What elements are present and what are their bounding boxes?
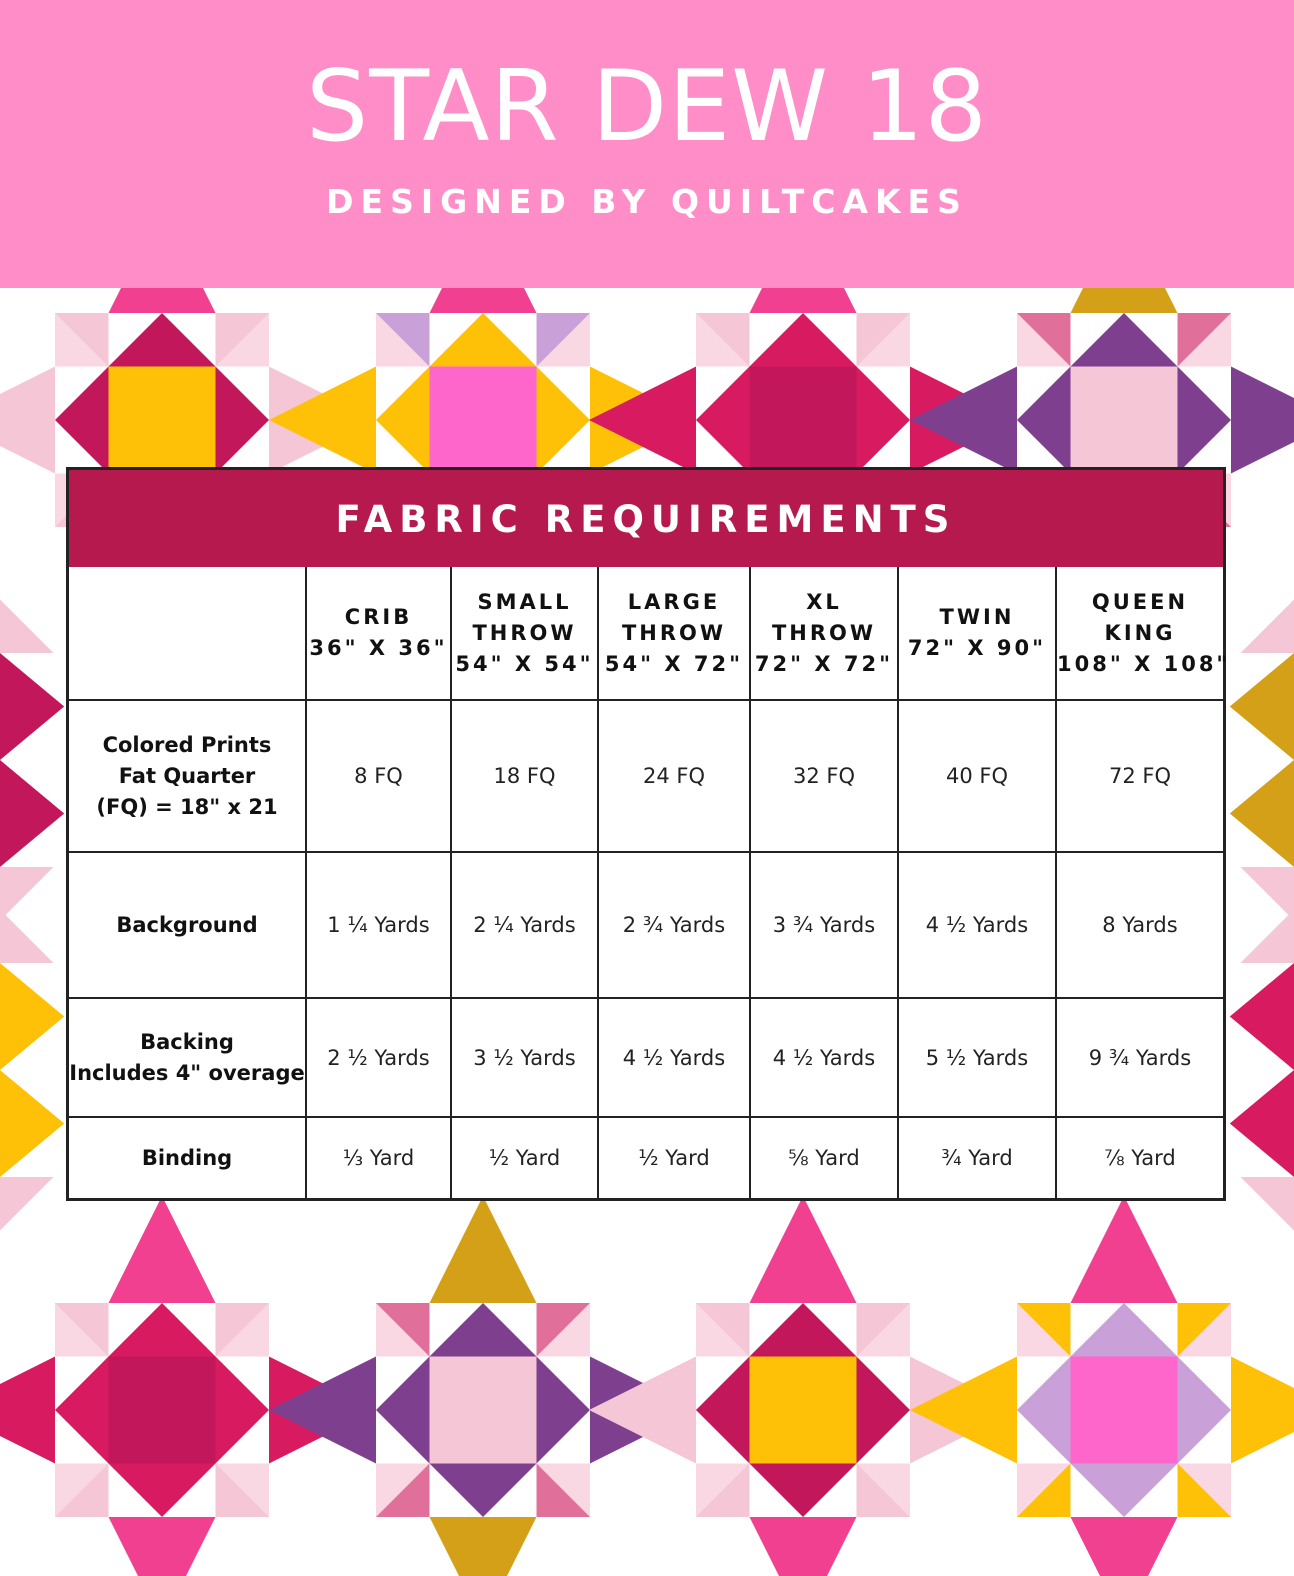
- quilt-patch: [430, 1357, 537, 1464]
- column-header-line: 54" X 72": [604, 651, 744, 676]
- value-cell: 3 ¾ Yards: [750, 852, 898, 998]
- quilt-patch: [483, 1303, 537, 1357]
- value-cell: 18 FQ: [451, 700, 598, 852]
- quilt-patch: [750, 1303, 804, 1357]
- quilt-patch: [750, 1517, 857, 1576]
- quilt-patch: [857, 367, 911, 421]
- row-label-line: (FQ) = 18" x 21: [96, 794, 278, 819]
- value-cell: 72 FQ: [1056, 700, 1223, 852]
- value-cell: 5 ½ Yards: [898, 998, 1056, 1117]
- value-cell: 2 ½ Yards: [306, 998, 451, 1117]
- quilt-patch: [857, 420, 911, 474]
- value-cell: 8 FQ: [306, 700, 451, 852]
- quilt-patch: [109, 1517, 216, 1576]
- quilt-patch: [109, 1357, 216, 1464]
- quilt-patch: [430, 1196, 537, 1303]
- row-label-line: Background: [116, 912, 258, 937]
- column-header-line: THROW: [472, 620, 577, 645]
- row-label-line: Fat Quarter: [118, 763, 256, 788]
- quilt-patch: [1017, 1410, 1071, 1464]
- quilt-patch: [857, 1357, 911, 1411]
- quilt-patch: [216, 367, 270, 421]
- quilt-patch: [1178, 367, 1232, 421]
- quilt-patch: [1241, 910, 1294, 964]
- corner-cell: [69, 567, 306, 700]
- quilt-patch: [1071, 1196, 1178, 1303]
- quilt-patch: [109, 367, 216, 474]
- column-header-line: 36" X 36": [309, 636, 448, 660]
- quilt-patch: [750, 1196, 857, 1303]
- quilt-patch: [109, 1464, 163, 1518]
- quilt-patch: [0, 1177, 54, 1231]
- table-row: [69, 700, 1223, 852]
- quilt-patch: [0, 367, 55, 474]
- quilt-patch: [430, 1517, 537, 1576]
- quilt-patch: [1178, 420, 1232, 474]
- quilt-patch: [696, 367, 750, 421]
- value-cell: ⅞ Yard: [1056, 1117, 1223, 1198]
- quilt-patch: [109, 313, 163, 367]
- quilt-patch: [1071, 1303, 1125, 1357]
- value-cell: 8 Yards: [1056, 852, 1223, 998]
- quilt-patch: [216, 1410, 270, 1464]
- quilt-patch: [1241, 867, 1294, 921]
- value-cell: ½ Yard: [451, 1117, 598, 1198]
- value-cell: 4 ½ Yards: [898, 852, 1056, 998]
- quilt-patch: [483, 1464, 537, 1518]
- quilt-patch: [0, 867, 54, 921]
- size-header-row: [69, 567, 1223, 700]
- quilt-patch: [376, 420, 430, 474]
- quilt-patch: [109, 1196, 216, 1303]
- value-cell: 32 FQ: [750, 700, 898, 852]
- column-header-line: QUEEN: [1091, 589, 1189, 614]
- quilt-patch: [1017, 367, 1071, 421]
- quilt-patch: [55, 420, 109, 474]
- value-cell: 40 FQ: [898, 700, 1056, 852]
- row-label: [69, 998, 306, 1117]
- row-label-line: Backing: [140, 1029, 234, 1054]
- quilt-patch: [430, 367, 537, 474]
- quilt-patch: [1071, 367, 1178, 474]
- quilt-patch: [1071, 1464, 1125, 1518]
- quilt-patch: [376, 367, 430, 421]
- quilt-patch: [0, 963, 64, 1070]
- table-row: [69, 998, 1223, 1117]
- quilt-patch: [162, 313, 216, 367]
- quilt-patch: [430, 288, 537, 313]
- row-label: [69, 1117, 306, 1198]
- column-header-line: 72" X 90": [907, 636, 1047, 660]
- column-header: [451, 567, 598, 700]
- quilt-patch: [376, 1410, 430, 1464]
- quilt-patch: [1071, 313, 1125, 367]
- quilt-patch: [1124, 1464, 1178, 1518]
- quilt-patch: [0, 1357, 55, 1464]
- column-header: [598, 567, 750, 700]
- quilt-patch: [162, 1303, 216, 1357]
- quilt-patch: [750, 1464, 804, 1518]
- column-header-line: TWIN: [939, 605, 1015, 629]
- column-header-line: LARGE: [627, 589, 721, 614]
- quilt-patch: [803, 1464, 857, 1518]
- quilt-patch: [537, 1410, 591, 1464]
- value-cell: 9 ¾ Yards: [1056, 998, 1223, 1117]
- quilt-patch: [750, 313, 804, 367]
- quilt-patch: [162, 1464, 216, 1518]
- quilt-patch: [109, 1303, 163, 1357]
- quilt-patch: [1230, 1070, 1294, 1177]
- quilt-patch: [1017, 1357, 1071, 1411]
- column-header-line: 108" X 108": [1057, 651, 1231, 676]
- quilt-patch: [0, 653, 64, 760]
- quilt-patch: [803, 1303, 857, 1357]
- quilt-patch: [0, 600, 54, 654]
- quilt-patch: [216, 420, 270, 474]
- quilt-patch: [696, 1357, 750, 1411]
- quilt-patch: [1231, 367, 1294, 474]
- row-label-line: Colored Prints: [102, 732, 272, 757]
- quilt-patch: [430, 1303, 484, 1357]
- quilt-patch: [55, 367, 109, 421]
- quilt-patch: [376, 1357, 430, 1411]
- row-label-line: Binding: [141, 1145, 233, 1170]
- column-header-line: CRIB: [344, 605, 413, 629]
- quilt-patch: [537, 1357, 591, 1411]
- column-header: [750, 567, 898, 700]
- quilt-patch: [430, 313, 484, 367]
- quilt-patch: [1230, 760, 1294, 867]
- quilt-patch: [216, 1357, 270, 1411]
- quilt-patch: [109, 288, 216, 313]
- column-header-line: XL: [806, 589, 842, 614]
- column-header: [898, 567, 1056, 700]
- value-cell: 3 ½ Yards: [451, 998, 598, 1117]
- quilt-patch: [857, 1410, 911, 1464]
- quilt-patch: [1071, 1517, 1178, 1576]
- quilt-patch: [696, 420, 750, 474]
- quilt-patch: [537, 367, 591, 421]
- quilt-patch: [803, 313, 857, 367]
- value-cell: 2 ¾ Yards: [598, 852, 750, 998]
- quilt-patch: [1017, 420, 1071, 474]
- quilt-patch: [1124, 313, 1178, 367]
- value-cell: 4 ½ Yards: [750, 998, 898, 1117]
- value-cell: 4 ½ Yards: [598, 998, 750, 1117]
- quilt-patch: [1241, 600, 1294, 654]
- value-cell: ¾ Yard: [898, 1117, 1056, 1198]
- quilt-patch: [1071, 288, 1178, 313]
- value-cell: ⅝ Yard: [750, 1117, 898, 1198]
- quilt-patch: [1230, 653, 1294, 760]
- quilt-patch: [483, 313, 537, 367]
- column-header: [306, 567, 451, 700]
- quilt-patch: [0, 1070, 64, 1177]
- row-label: [69, 700, 306, 852]
- quilt-patch: [1241, 1177, 1294, 1231]
- quilt-patch: [0, 910, 54, 964]
- quilt-patch: [430, 1464, 484, 1518]
- title-banner: [0, 0, 1294, 288]
- table-row: [69, 1117, 1223, 1198]
- quilt-patch: [55, 1410, 109, 1464]
- fabric-requirements-table: [66, 467, 1231, 1201]
- value-cell: ⅓ Yard: [306, 1117, 451, 1198]
- table-title: FABRIC REQUIREMENTS: [69, 470, 1223, 567]
- quilt-patch: [537, 420, 591, 474]
- value-cell: 1 ¼ Yards: [306, 852, 451, 998]
- quilt-patch: [1178, 1357, 1232, 1411]
- requirements-grid: [69, 567, 1231, 1198]
- value-cell: 24 FQ: [598, 700, 750, 852]
- column-header-line: KING: [1104, 620, 1176, 645]
- column-header-line: THROW: [621, 620, 727, 645]
- quilt-patch: [1230, 963, 1294, 1070]
- quilt-patch: [750, 1357, 857, 1464]
- quilt-patch: [1231, 1357, 1294, 1464]
- row-label: [69, 852, 306, 998]
- quilt-patch: [0, 760, 64, 867]
- column-header-line: SMALL: [477, 589, 572, 614]
- quilt-patch: [696, 1410, 750, 1464]
- quilt-patch: [1071, 1357, 1178, 1464]
- column-header-line: 54" X 54": [455, 651, 594, 676]
- value-cell: 2 ¼ Yards: [451, 852, 598, 998]
- row-label-line: Includes 4" overage: [69, 1060, 305, 1085]
- page-title: STAR DEW 18: [306, 50, 988, 164]
- column-header-line: THROW: [771, 620, 877, 645]
- column-header-line: 72" X 72": [754, 651, 894, 676]
- column-header: [1056, 567, 1231, 700]
- quilt-patch: [750, 367, 857, 474]
- quilt-patch: [1178, 1410, 1232, 1464]
- quilt-patch: [750, 288, 857, 313]
- value-cell: ½ Yard: [598, 1117, 750, 1198]
- table-row: [69, 852, 1223, 998]
- designer-subtitle: DESIGNED BY QUILTCAKES: [326, 182, 968, 221]
- quilt-patch: [1124, 1303, 1178, 1357]
- quilt-patch: [55, 1357, 109, 1411]
